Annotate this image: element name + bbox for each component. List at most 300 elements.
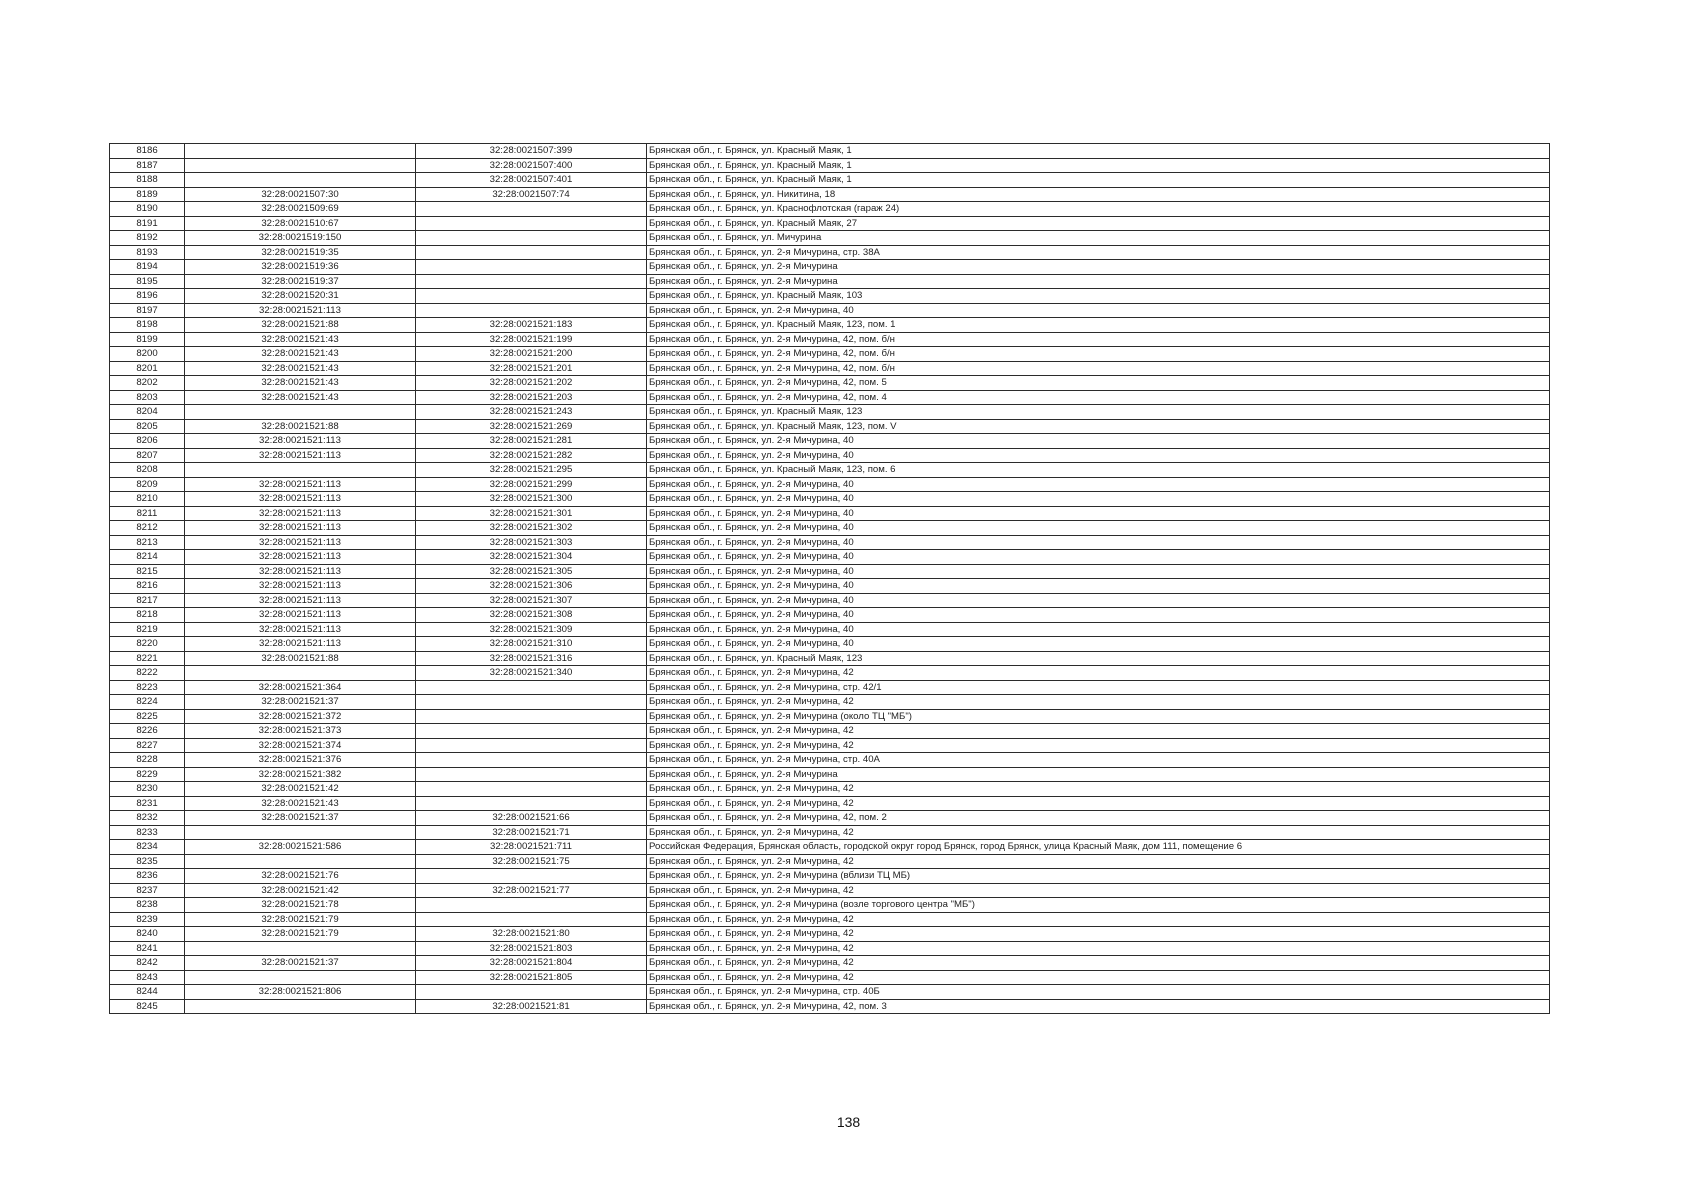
- cadastral-number-cell: 32:28:0021519:35: [185, 245, 416, 260]
- row-number-cell: 8221: [110, 651, 185, 666]
- row-number-cell: 8194: [110, 260, 185, 275]
- address-cell: Брянская обл., г. Брянск, ул. 2-я Мичурина, 42, пом. б/н: [647, 347, 1550, 362]
- cadastral-number-cell: 32:28:0021521:79: [185, 912, 416, 927]
- table-row: [110, 376, 1550, 391]
- row-number-cell: 8233: [110, 825, 185, 840]
- premises-cadastral-number-cell: 32:28:0021521:300: [416, 492, 647, 507]
- cadastral-number-cell: 32:28:0021521:78: [185, 898, 416, 913]
- table-row: [110, 883, 1550, 898]
- address-cell: Брянская обл., г. Брянск, ул. 2-я Мичурина, 42: [647, 854, 1550, 869]
- premises-cadastral-number-cell: 32:28:0021521:309: [416, 622, 647, 637]
- row-number-cell: 8237: [110, 883, 185, 898]
- premises-cadastral-number-cell: 32:28:0021521:71: [416, 825, 647, 840]
- table-row: [110, 245, 1550, 260]
- premises-cadastral-number-cell: [416, 202, 647, 217]
- address-cell: Брянская обл., г. Брянск, ул. 2-я Мичурина, стр. 40Б: [647, 985, 1550, 1000]
- table-row: [110, 419, 1550, 434]
- address-cell: Брянская обл., г. Брянск, ул. 2-я Мичурина, 40: [647, 303, 1550, 318]
- row-number-cell: 8216: [110, 579, 185, 594]
- table-row: [110, 869, 1550, 884]
- cadastral-number-cell: 32:28:0021521:113: [185, 535, 416, 550]
- table-row: [110, 782, 1550, 797]
- cadastral-number-cell: 32:28:0021519:150: [185, 231, 416, 246]
- table-row: [110, 231, 1550, 246]
- row-number-cell: 8214: [110, 550, 185, 565]
- row-number-cell: 8219: [110, 622, 185, 637]
- row-number-cell: 8235: [110, 854, 185, 869]
- table-row: [110, 637, 1550, 652]
- row-number-cell: 8199: [110, 332, 185, 347]
- cadastral-number-cell: 32:28:0021521:113: [185, 579, 416, 594]
- table-row: [110, 535, 1550, 550]
- row-number-cell: 8187: [110, 158, 185, 173]
- row-number-cell: 8201: [110, 361, 185, 376]
- table-row: [110, 999, 1550, 1014]
- table-row: [110, 666, 1550, 681]
- address-cell: Брянская обл., г. Брянск, ул. 2-я Мичурина, 42, пом. б/н: [647, 332, 1550, 347]
- premises-cadastral-number-cell: 32:28:0021507:399: [416, 144, 647, 159]
- row-number-cell: 8244: [110, 985, 185, 1000]
- address-cell: Брянская обл., г. Брянск, ул. 2-я Мичурина, 42: [647, 724, 1550, 739]
- address-cell: Брянская обл., г. Брянск, ул. 2-я Мичурина, 40: [647, 477, 1550, 492]
- address-cell: Брянская обл., г. Брянск, ул. 2-я Мичурина, 42: [647, 825, 1550, 840]
- premises-cadastral-number-cell: 32:28:0021507:401: [416, 173, 647, 188]
- table-row: [110, 289, 1550, 304]
- premises-cadastral-number-cell: [416, 767, 647, 782]
- cadastral-number-cell: 32:28:0021521:113: [185, 506, 416, 521]
- address-cell: Брянская обл., г. Брянск, ул. 2-я Мичурина, стр. 38А: [647, 245, 1550, 260]
- premises-cadastral-number-cell: [416, 680, 647, 695]
- premises-cadastral-number-cell: 32:28:0021521:199: [416, 332, 647, 347]
- table-row: [110, 608, 1550, 623]
- table-row: [110, 970, 1550, 985]
- row-number-cell: 8243: [110, 970, 185, 985]
- row-number-cell: 8196: [110, 289, 185, 304]
- cadastral-number-cell: 32:28:0021510:67: [185, 216, 416, 231]
- premises-cadastral-number-cell: 32:28:0021521:303: [416, 535, 647, 550]
- premises-cadastral-number-cell: 32:28:0021521:281: [416, 434, 647, 449]
- row-number-cell: 8213: [110, 535, 185, 550]
- address-cell: Брянская обл., г. Брянск, ул. 2-я Мичурина, 42: [647, 883, 1550, 898]
- cadastral-number-cell: 32:28:0021521:373: [185, 724, 416, 739]
- registry-table-body: [110, 144, 1550, 1014]
- row-number-cell: 8207: [110, 448, 185, 463]
- row-number-cell: 8186: [110, 144, 185, 159]
- premises-cadastral-number-cell: [416, 985, 647, 1000]
- row-number-cell: 8225: [110, 709, 185, 724]
- table-row: [110, 477, 1550, 492]
- premises-cadastral-number-cell: [416, 724, 647, 739]
- cadastral-number-cell: [185, 854, 416, 869]
- address-cell: Брянская обл., г. Брянск, ул. Мичурина: [647, 231, 1550, 246]
- address-cell: Брянская обл., г. Брянск, ул. 2-я Мичурина, 40: [647, 622, 1550, 637]
- cadastral-number-cell: 32:28:0021521:37: [185, 811, 416, 826]
- address-cell: Брянская обл., г. Брянск, ул. Красный Маяк, 1: [647, 173, 1550, 188]
- row-number-cell: 8224: [110, 695, 185, 710]
- cadastral-number-cell: [185, 405, 416, 420]
- cadastral-number-cell: 32:28:0021521:88: [185, 318, 416, 333]
- premises-cadastral-number-cell: 32:28:0021521:201: [416, 361, 647, 376]
- table-row: [110, 144, 1550, 159]
- premises-cadastral-number-cell: [416, 303, 647, 318]
- cadastral-number-cell: 32:28:0021521:113: [185, 564, 416, 579]
- table-row: [110, 840, 1550, 855]
- table-row: [110, 825, 1550, 840]
- premises-cadastral-number-cell: 32:28:0021521:75: [416, 854, 647, 869]
- row-number-cell: 8239: [110, 912, 185, 927]
- row-number-cell: 8205: [110, 419, 185, 434]
- address-cell: Брянская обл., г. Брянск, ул. 2-я Мичурина, 42: [647, 695, 1550, 710]
- table-row: [110, 738, 1550, 753]
- address-cell: Брянская обл., г. Брянск, ул. 2-я Мичурина, 40: [647, 521, 1550, 536]
- address-cell: Брянская обл., г. Брянск, ул. 2-я Мичурина (возле торгового центра "МБ"): [647, 898, 1550, 913]
- table-row: [110, 390, 1550, 405]
- premises-cadastral-number-cell: [416, 216, 647, 231]
- row-number-cell: 8188: [110, 173, 185, 188]
- premises-cadastral-number-cell: 32:28:0021521:307: [416, 593, 647, 608]
- cadastral-number-cell: 32:28:0021521:113: [185, 521, 416, 536]
- row-number-cell: 8230: [110, 782, 185, 797]
- cadastral-number-cell: 32:28:0021521:113: [185, 303, 416, 318]
- premises-cadastral-number-cell: [416, 782, 647, 797]
- row-number-cell: 8190: [110, 202, 185, 217]
- row-number-cell: 8245: [110, 999, 185, 1014]
- table-row: [110, 796, 1550, 811]
- address-cell: Брянская обл., г. Брянск, ул. 2-я Мичурина, 40: [647, 579, 1550, 594]
- address-cell: Брянская обл., г. Брянск, ул. 2-я Мичурина, 40: [647, 637, 1550, 652]
- row-number-cell: 8242: [110, 956, 185, 971]
- address-cell: Брянская обл., г. Брянск, ул. 2-я Мичурина: [647, 767, 1550, 782]
- cadastral-number-cell: [185, 825, 416, 840]
- table-row: [110, 434, 1550, 449]
- address-cell: Брянская обл., г. Брянск, ул. Красный Маяк, 1: [647, 144, 1550, 159]
- premises-cadastral-number-cell: 32:28:0021521:299: [416, 477, 647, 492]
- row-number-cell: 8206: [110, 434, 185, 449]
- table-row: [110, 927, 1550, 942]
- premises-cadastral-number-cell: [416, 796, 647, 811]
- row-number-cell: 8210: [110, 492, 185, 507]
- premises-cadastral-number-cell: 32:28:0021521:243: [416, 405, 647, 420]
- premises-cadastral-number-cell: 32:28:0021521:80: [416, 927, 647, 942]
- table-row: [110, 680, 1550, 695]
- cadastral-number-cell: 32:28:0021521:113: [185, 550, 416, 565]
- premises-cadastral-number-cell: 32:28:0021507:74: [416, 187, 647, 202]
- cadastral-number-cell: 32:28:0021509:69: [185, 202, 416, 217]
- table-row: [110, 956, 1550, 971]
- address-cell: Брянская обл., г. Брянск, ул. 2-я Мичурина, 42, пом. 2: [647, 811, 1550, 826]
- table-row: [110, 622, 1550, 637]
- premises-cadastral-number-cell: 32:28:0021521:304: [416, 550, 647, 565]
- address-cell: Брянская обл., г. Брянск, ул. Красный Маяк, 27: [647, 216, 1550, 231]
- row-number-cell: 8232: [110, 811, 185, 826]
- table-row: [110, 274, 1550, 289]
- address-cell: Брянская обл., г. Брянск, ул. 2-я Мичурина, 42, пом. 3: [647, 999, 1550, 1014]
- premises-cadastral-number-cell: 32:28:0021521:203: [416, 390, 647, 405]
- table-row: [110, 448, 1550, 463]
- address-cell: Брянская обл., г. Брянск, ул. Красный Маяк, 1: [647, 158, 1550, 173]
- page-number: 138: [836, 1114, 861, 1130]
- cadastral-number-cell: [185, 173, 416, 188]
- premises-cadastral-number-cell: [416, 709, 647, 724]
- address-cell: Брянская обл., г. Брянск, ул. 2-я Мичурина (вблизи ТЦ МБ): [647, 869, 1550, 884]
- premises-cadastral-number-cell: 32:28:0021521:305: [416, 564, 647, 579]
- premises-cadastral-number-cell: 32:28:0021521:183: [416, 318, 647, 333]
- premises-cadastral-number-cell: 32:28:0021521:302: [416, 521, 647, 536]
- row-number-cell: 8192: [110, 231, 185, 246]
- cadastral-number-cell: [185, 144, 416, 159]
- address-cell: Брянская обл., г. Брянск, ул. Красный Маяк, 123: [647, 651, 1550, 666]
- address-cell: Брянская обл., г. Брянск, ул. 2-я Мичурина, 42: [647, 738, 1550, 753]
- premises-cadastral-number-cell: 32:28:0021521:200: [416, 347, 647, 362]
- row-number-cell: 8215: [110, 564, 185, 579]
- row-number-cell: 8212: [110, 521, 185, 536]
- cadastral-number-cell: 32:28:0021521:43: [185, 376, 416, 391]
- table-row: [110, 709, 1550, 724]
- cadastral-number-cell: 32:28:0021519:37: [185, 274, 416, 289]
- row-number-cell: 8231: [110, 796, 185, 811]
- row-number-cell: 8241: [110, 941, 185, 956]
- table-row: [110, 318, 1550, 333]
- address-cell: Брянская обл., г. Брянск, ул. 2-я Мичурина, 40: [647, 550, 1550, 565]
- table-row: [110, 260, 1550, 275]
- table-row: [110, 187, 1550, 202]
- row-number-cell: 8227: [110, 738, 185, 753]
- address-cell: Брянская обл., г. Брянск, ул. Никитина, 18: [647, 187, 1550, 202]
- address-cell: Брянская обл., г. Брянск, ул. 2-я Мичурина, 40: [647, 593, 1550, 608]
- table-row: [110, 173, 1550, 188]
- table-row: [110, 202, 1550, 217]
- premises-cadastral-number-cell: [416, 274, 647, 289]
- cadastral-number-cell: 32:28:0021521:43: [185, 796, 416, 811]
- address-cell: Брянская обл., г. Брянск, ул. Краснофлотская (гараж 24): [647, 202, 1550, 217]
- table-row: [110, 985, 1550, 1000]
- premises-cadastral-number-cell: [416, 898, 647, 913]
- row-number-cell: 8217: [110, 593, 185, 608]
- registry-table: [109, 143, 1550, 1014]
- row-number-cell: 8238: [110, 898, 185, 913]
- premises-cadastral-number-cell: 32:28:0021521:282: [416, 448, 647, 463]
- cadastral-number-cell: 32:28:0021521:88: [185, 651, 416, 666]
- cadastral-number-cell: 32:28:0021521:113: [185, 593, 416, 608]
- address-cell: Брянская обл., г. Брянск, ул. 2-я Мичурина, 42: [647, 796, 1550, 811]
- premises-cadastral-number-cell: [416, 245, 647, 260]
- address-cell: Брянская обл., г. Брянск, ул. 2-я Мичурина, 40: [647, 506, 1550, 521]
- premises-cadastral-number-cell: [416, 695, 647, 710]
- table-row: [110, 506, 1550, 521]
- table-row: [110, 593, 1550, 608]
- table-row: [110, 361, 1550, 376]
- row-number-cell: 8223: [110, 680, 185, 695]
- premises-cadastral-number-cell: [416, 231, 647, 246]
- table-row: [110, 158, 1550, 173]
- premises-cadastral-number-cell: [416, 738, 647, 753]
- cadastral-number-cell: 32:28:0021520:31: [185, 289, 416, 304]
- table-row: [110, 492, 1550, 507]
- premises-cadastral-number-cell: 32:28:0021521:306: [416, 579, 647, 594]
- row-number-cell: 8203: [110, 390, 185, 405]
- address-cell: Брянская обл., г. Брянск, ул. 2-я Мичурина, 40: [647, 434, 1550, 449]
- table-row: [110, 550, 1550, 565]
- table-row: [110, 463, 1550, 478]
- row-number-cell: 8211: [110, 506, 185, 521]
- address-cell: Брянская обл., г. Брянск, ул. Красный Маяк, 123, пом. V: [647, 419, 1550, 434]
- address-cell: Брянская обл., г. Брянск, ул. 2-я Мичурина, 42: [647, 941, 1550, 956]
- address-cell: Брянская обл., г. Брянск, ул. 2-я Мичурина, 40: [647, 564, 1550, 579]
- table-row: [110, 564, 1550, 579]
- table-row: [110, 753, 1550, 768]
- cadastral-number-cell: 32:28:0021521:113: [185, 608, 416, 623]
- cadastral-number-cell: 32:28:0021519:36: [185, 260, 416, 275]
- address-cell: Брянская обл., г. Брянск, ул. 2-я Мичурина, стр. 42/1: [647, 680, 1550, 695]
- premises-cadastral-number-cell: 32:28:0021521:805: [416, 970, 647, 985]
- cadastral-number-cell: [185, 463, 416, 478]
- row-number-cell: 8229: [110, 767, 185, 782]
- row-number-cell: 8236: [110, 869, 185, 884]
- premises-cadastral-number-cell: 32:28:0021521:803: [416, 941, 647, 956]
- row-number-cell: 8189: [110, 187, 185, 202]
- row-number-cell: 8240: [110, 927, 185, 942]
- table-row: [110, 811, 1550, 826]
- address-cell: Брянская обл., г. Брянск, ул. 2-я Мичурина, стр. 40А: [647, 753, 1550, 768]
- row-number-cell: 8228: [110, 753, 185, 768]
- address-cell: Брянская обл., г. Брянск, ул. 2-я Мичурина, 42: [647, 912, 1550, 927]
- row-number-cell: 8220: [110, 637, 185, 652]
- premises-cadastral-number-cell: [416, 260, 647, 275]
- cadastral-number-cell: 32:28:0021521:374: [185, 738, 416, 753]
- table-row: [110, 695, 1550, 710]
- row-number-cell: 8197: [110, 303, 185, 318]
- table-row: [110, 898, 1550, 913]
- cadastral-number-cell: 32:28:0021521:372: [185, 709, 416, 724]
- cadastral-number-cell: 32:28:0021521:113: [185, 434, 416, 449]
- row-number-cell: 8191: [110, 216, 185, 231]
- premises-cadastral-number-cell: 32:28:0021521:295: [416, 463, 647, 478]
- row-number-cell: 8234: [110, 840, 185, 855]
- premises-cadastral-number-cell: 32:28:0021521:66: [416, 811, 647, 826]
- table-row: [110, 303, 1550, 318]
- row-number-cell: 8200: [110, 347, 185, 362]
- cadastral-number-cell: 32:28:0021521:364: [185, 680, 416, 695]
- address-cell: Брянская обл., г. Брянск, ул. 2-я Мичурина, 42: [647, 782, 1550, 797]
- row-number-cell: 8202: [110, 376, 185, 391]
- cadastral-number-cell: 32:28:0021521:37: [185, 695, 416, 710]
- row-number-cell: 8198: [110, 318, 185, 333]
- table-row: [110, 767, 1550, 782]
- cadastral-number-cell: 32:28:0021521:37: [185, 956, 416, 971]
- address-cell: Брянская обл., г. Брянск, ул. 2-я Мичурина, 40: [647, 608, 1550, 623]
- table-row: [110, 405, 1550, 420]
- cadastral-number-cell: 32:28:0021521:113: [185, 622, 416, 637]
- table-row: [110, 332, 1550, 347]
- table-row: [110, 854, 1550, 869]
- address-cell: Брянская обл., г. Брянск, ул. Красный Маяк, 103: [647, 289, 1550, 304]
- cadastral-number-cell: 32:28:0021521:42: [185, 883, 416, 898]
- address-cell: Российская Федерация, Брянская область, городской округ город Брянск, город Брянск, улица Красный Маяк, дом 111, помещение 6: [647, 840, 1550, 855]
- cadastral-number-cell: 32:28:0021521:79: [185, 927, 416, 942]
- cadastral-number-cell: 32:28:0021521:76: [185, 869, 416, 884]
- address-cell: Брянская обл., г. Брянск, ул. 2-я Мичурина, 40: [647, 448, 1550, 463]
- cadastral-number-cell: 32:28:0021521:43: [185, 332, 416, 347]
- cadastral-number-cell: [185, 666, 416, 681]
- address-cell: Брянская обл., г. Брянск, ул. 2-я Мичурина, 42, пом. 5: [647, 376, 1550, 391]
- table-row: [110, 912, 1550, 927]
- cadastral-number-cell: 32:28:0021521:43: [185, 361, 416, 376]
- premises-cadastral-number-cell: 32:28:0021521:308: [416, 608, 647, 623]
- premises-cadastral-number-cell: [416, 289, 647, 304]
- address-cell: Брянская обл., г. Брянск, ул. 2-я Мичурина: [647, 260, 1550, 275]
- premises-cadastral-number-cell: 32:28:0021521:340: [416, 666, 647, 681]
- address-cell: Брянская обл., г. Брянск, ул. 2-я Мичурина: [647, 274, 1550, 289]
- table-row: [110, 724, 1550, 739]
- cadastral-number-cell: 32:28:0021521:806: [185, 985, 416, 1000]
- row-number-cell: 8193: [110, 245, 185, 260]
- table-row: [110, 941, 1550, 956]
- premises-cadastral-number-cell: 32:28:0021521:77: [416, 883, 647, 898]
- cadastral-number-cell: 32:28:0021521:113: [185, 477, 416, 492]
- address-cell: Брянская обл., г. Брянск, ул. 2-я Мичурина (около ТЦ "МБ"): [647, 709, 1550, 724]
- premises-cadastral-number-cell: 32:28:0021521:711: [416, 840, 647, 855]
- address-cell: Брянская обл., г. Брянск, ул. 2-я Мичурина, 42, пом. 4: [647, 390, 1550, 405]
- premises-cadastral-number-cell: 32:28:0021521:269: [416, 419, 647, 434]
- cadastral-number-cell: 32:28:0021521:88: [185, 419, 416, 434]
- premises-cadastral-number-cell: [416, 912, 647, 927]
- cadastral-number-cell: [185, 158, 416, 173]
- row-number-cell: 8208: [110, 463, 185, 478]
- row-number-cell: 8204: [110, 405, 185, 420]
- premises-cadastral-number-cell: [416, 869, 647, 884]
- table-row: [110, 579, 1550, 594]
- cadastral-number-cell: 32:28:0021521:586: [185, 840, 416, 855]
- cadastral-number-cell: 32:28:0021507:30: [185, 187, 416, 202]
- address-cell: Брянская обл., г. Брянск, ул. 2-я Мичурина, 40: [647, 492, 1550, 507]
- premises-cadastral-number-cell: 32:28:0021521:301: [416, 506, 647, 521]
- premises-cadastral-number-cell: 32:28:0021521:202: [416, 376, 647, 391]
- address-cell: Брянская обл., г. Брянск, ул. 2-я Мичурина, 42: [647, 666, 1550, 681]
- row-number-cell: 8222: [110, 666, 185, 681]
- premises-cadastral-number-cell: 32:28:0021521:804: [416, 956, 647, 971]
- address-cell: Брянская обл., г. Брянск, ул. Красный Маяк, 123, пом. 6: [647, 463, 1550, 478]
- cadastral-number-cell: [185, 941, 416, 956]
- premises-cadastral-number-cell: 32:28:0021521:81: [416, 999, 647, 1014]
- row-number-cell: 8218: [110, 608, 185, 623]
- row-number-cell: 8195: [110, 274, 185, 289]
- premises-cadastral-number-cell: 32:28:0021521:310: [416, 637, 647, 652]
- cadastral-number-cell: 32:28:0021521:42: [185, 782, 416, 797]
- row-number-cell: 8209: [110, 477, 185, 492]
- cadastral-number-cell: 32:28:0021521:113: [185, 448, 416, 463]
- address-cell: Брянская обл., г. Брянск, ул. 2-я Мичурина, 42: [647, 970, 1550, 985]
- cadastral-number-cell: 32:28:0021521:113: [185, 492, 416, 507]
- cadastral-number-cell: [185, 970, 416, 985]
- premises-cadastral-number-cell: 32:28:0021521:316: [416, 651, 647, 666]
- address-cell: Брянская обл., г. Брянск, ул. 2-я Мичурина, 42, пом. б/н: [647, 361, 1550, 376]
- address-cell: Брянская обл., г. Брянск, ул. 2-я Мичурина, 40: [647, 535, 1550, 550]
- cadastral-number-cell: 32:28:0021521:43: [185, 390, 416, 405]
- table-row: [110, 521, 1550, 536]
- table-row: [110, 216, 1550, 231]
- table-row: [110, 651, 1550, 666]
- row-number-cell: 8226: [110, 724, 185, 739]
- address-cell: Брянская обл., г. Брянск, ул. Красный Маяк, 123, пом. 1: [647, 318, 1550, 333]
- premises-cadastral-number-cell: [416, 753, 647, 768]
- table-row: [110, 347, 1550, 362]
- cadastral-number-cell: 32:28:0021521:382: [185, 767, 416, 782]
- cadastral-number-cell: 32:28:0021521:43: [185, 347, 416, 362]
- cadastral-number-cell: [185, 999, 416, 1014]
- address-cell: Брянская обл., г. Брянск, ул. 2-я Мичурина, 42: [647, 927, 1550, 942]
- address-cell: Брянская обл., г. Брянск, ул. Красный Маяк, 123: [647, 405, 1550, 420]
- cadastral-number-cell: 32:28:0021521:376: [185, 753, 416, 768]
